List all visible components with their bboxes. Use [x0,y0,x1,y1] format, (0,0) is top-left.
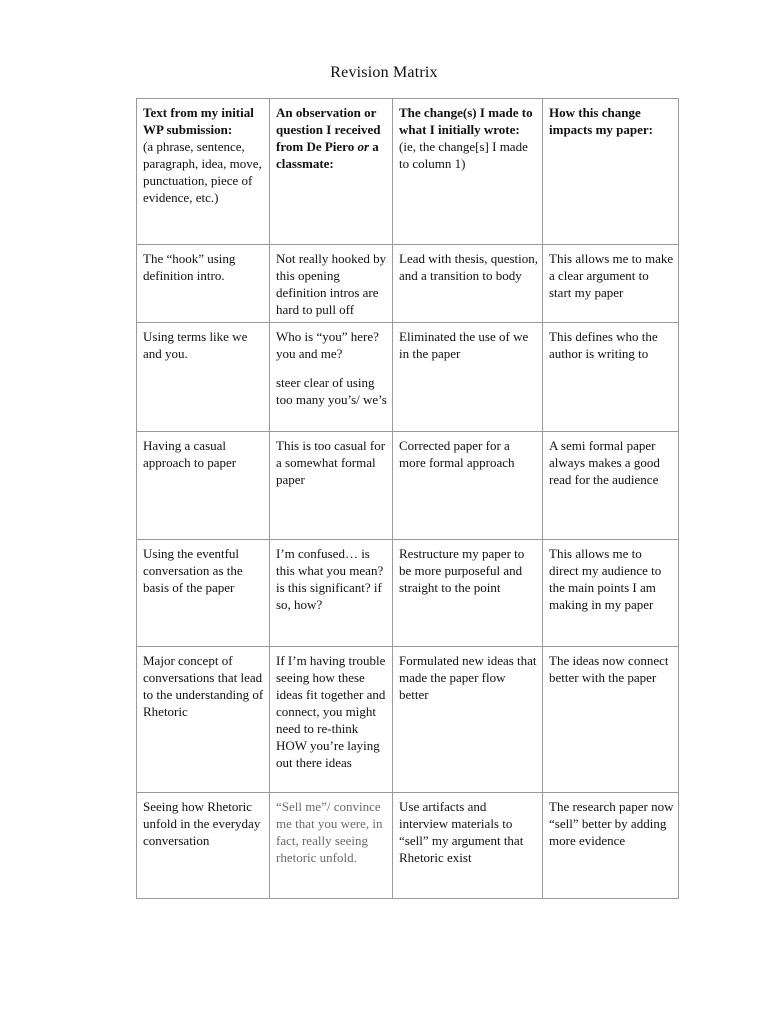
cell-impact: The research paper now “sell” better by adding more evidence [543,793,679,899]
header-text-from-submission [137,99,270,245]
table-row [137,793,679,899]
header-label: Text from my initial WP submission: [143,105,254,137]
cell-observation: If I’m having trouble seeing how these ideas fit together and connect, you might need to re-think HOW you’re laying out there ideas [270,647,393,793]
header-label: An observation or question I received from De Piero [276,105,381,154]
cell-change: Use artifacts and interview materials to “sell” my argument that Rhetoric exist [393,793,543,899]
cell-change: Restructure my paper to be more purposeful and straight to the point [393,540,543,647]
cell-impact: The ideas now connect better with the paper [543,647,679,793]
cell-observation: I’m confused… is this what you mean? is this significant? if so, how? [270,540,393,647]
table-row [137,432,679,540]
cell-impact: This allows me to make a clear argument to start my paper [543,245,679,323]
cell-change: Corrected paper for a more formal approach [393,432,543,540]
revision-matrix-table [136,98,679,899]
header-observation [270,99,393,245]
header-or: or [357,139,370,154]
header-label: How this change impacts my paper: [549,105,653,137]
cell-observation: Not really hooked by this opening definition intros are hard to pull off [270,245,393,323]
table-row [137,540,679,647]
observation-line: Who is “you” here? you and me? [276,329,379,361]
table-header-row [137,99,679,245]
cell-text: Having a casual approach to paper [137,432,270,540]
header-note: (a phrase, sentence, paragraph, idea, move, punctuation, piece of evidence, etc.) [143,139,262,205]
cell-change: Eliminated the use of we in the paper [393,323,543,432]
cell-impact: This defines who the author is writing to [543,323,679,432]
cell-change: Formulated new ideas that made the paper flow better [393,647,543,793]
cell-impact: A semi formal paper always makes a good read for the audience [543,432,679,540]
header-label: The change(s) I made to what I initially wrote: [399,105,533,137]
cell-observation [270,323,393,432]
cell-text: The “hook” using definition intro. [137,245,270,323]
table-row [137,245,679,323]
cell-observation: This is too casual for a somewhat formal paper [270,432,393,540]
page-title: Revision Matrix [330,64,438,81]
cell-text: Major concept of conversations that lead to the understanding of Rhetoric [137,647,270,793]
header-changes-made [393,99,543,245]
table-row [137,647,679,793]
cell-observation: “Sell me”/ convince me that you were, in fact, really seeing rhetoric unfold. [270,793,393,899]
observation-line-2: steer clear of using too many you’s/ we’s [276,375,387,407]
cell-impact: This allows me to direct my audience to the main points I am making in my paper [543,540,679,647]
cell-change: Lead with thesis, question, and a transition to body [393,245,543,323]
table-row [137,323,679,432]
cell-text: Using the eventful conversation as the basis of the paper [137,540,270,647]
cell-text: Seeing how Rhetoric unfold in the everyday conversation [137,793,270,899]
header-note: (ie, the change[s] I made to column 1) [399,139,528,171]
header-label-end: a classmate: [276,139,379,171]
header-impact [543,99,679,245]
cell-text: Using terms like we and you. [137,323,270,432]
